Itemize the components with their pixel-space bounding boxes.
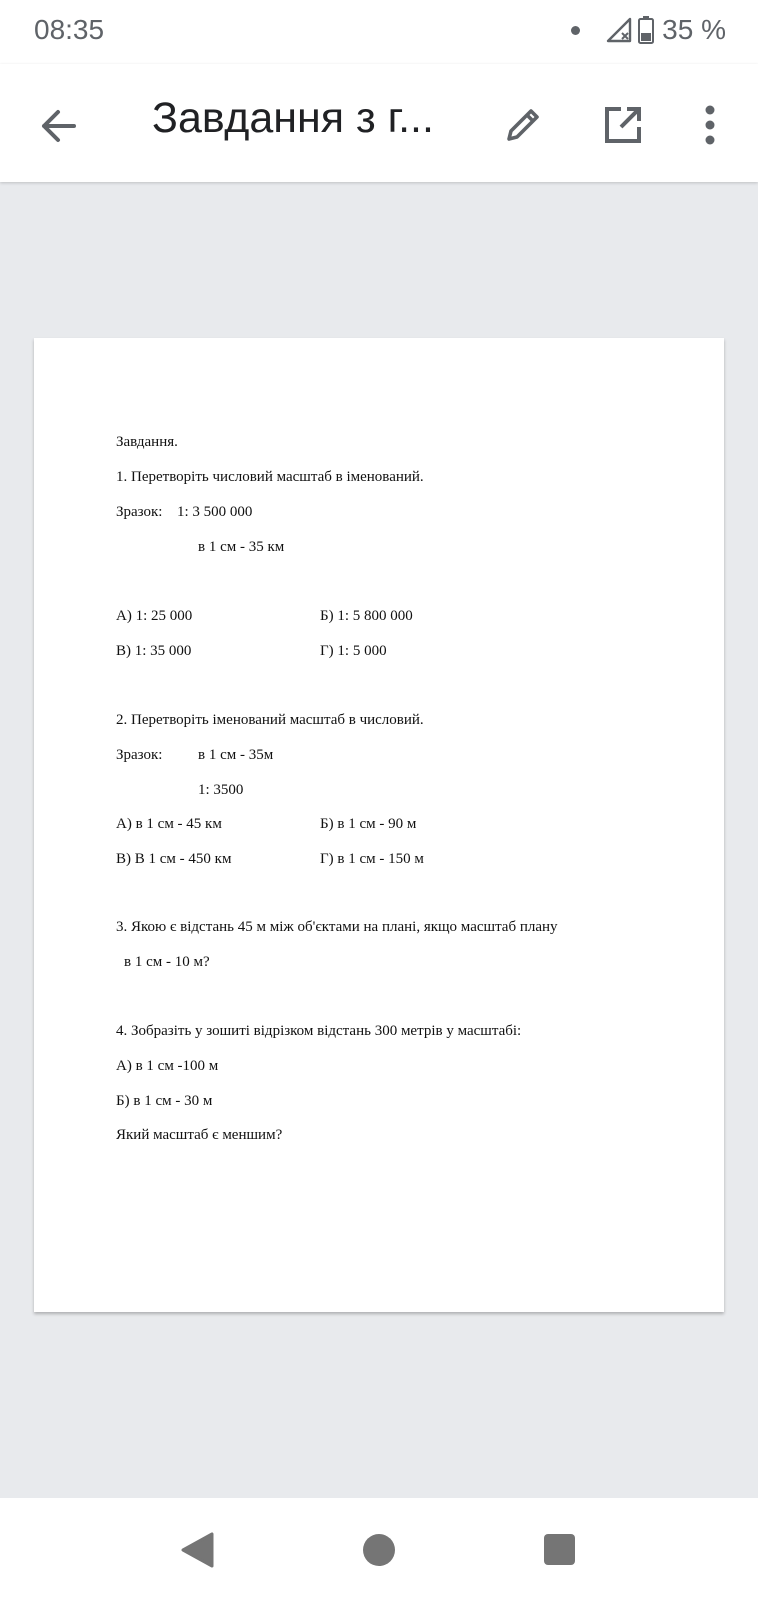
task2-sample-answer: 1: 3500 <box>198 782 244 798</box>
edit-pencil-icon <box>503 105 543 145</box>
task2-option-c: В) В 1 см - 450 км <box>116 851 232 867</box>
no-signal-icon <box>606 17 634 43</box>
battery-icon <box>638 16 654 44</box>
more-vert-icon <box>704 105 716 145</box>
task1-sample-label: Зразок: <box>116 504 163 520</box>
task1-option-d: Г) 1: 5 000 <box>320 643 387 659</box>
navigation-bar <box>0 1498 758 1600</box>
status-time: 08:35 <box>34 14 105 45</box>
app-bar <box>0 64 758 182</box>
task4-question: Який масштаб є меншим? <box>116 1127 283 1143</box>
task2-option-a: А) в 1 см - 45 км <box>116 816 222 832</box>
back-arrow-icon <box>38 108 78 144</box>
task2-title: 2. Перетворіть іменований масштаб в числовий. <box>116 712 424 728</box>
doc-heading: Завдання. <box>116 434 178 450</box>
task2-option-d: Г) в 1 см - 150 м <box>320 851 424 867</box>
task4-title: 4. Зобразіть у зошиті відрізком відстань 300 метрів у масштабі: <box>116 1023 522 1039</box>
open-in-new-button[interactable] <box>598 100 648 150</box>
task2-sample-label: Зразок: <box>116 747 163 763</box>
task3-line2: в 1 см - 10 м? <box>124 954 210 970</box>
nav-back-icon[interactable] <box>180 1532 214 1568</box>
task2-option-b: Б) в 1 см - 90 м <box>320 816 417 832</box>
task1-title: 1. Перетворіть числовий масштаб в іменований. <box>116 469 424 485</box>
task1-sample-scale: 1: 3 500 000 <box>177 504 253 520</box>
notification-dot-icon <box>571 26 580 35</box>
document-page[interactable] <box>34 338 724 1312</box>
task1-option-b: Б) 1: 5 800 000 <box>320 608 413 624</box>
back-button[interactable] <box>32 100 84 152</box>
task1-option-a: А) 1: 25 000 <box>116 608 193 624</box>
nav-recents-icon[interactable] <box>544 1534 575 1565</box>
task3-line1: 3. Якою є відстань 45 м між об'єктами на плані, якщо масштаб плану <box>116 919 558 935</box>
task1-option-c: В) 1: 35 000 <box>116 643 192 659</box>
battery-percent: 35 % <box>662 14 726 45</box>
document-title: Завдання з г... <box>152 94 434 142</box>
status-bar <box>0 0 758 64</box>
task2-sample-scale: в 1 см - 35м <box>198 747 274 763</box>
task1-sample-answer: в 1 см - 35 км <box>198 539 285 555</box>
edit-button[interactable] <box>498 100 548 150</box>
open-in-new-icon <box>603 105 643 145</box>
nav-home-icon[interactable] <box>363 1534 395 1566</box>
status-icons <box>571 14 726 46</box>
more-options-button[interactable] <box>690 100 730 150</box>
task4-option-b: Б) в 1 см - 30 м <box>116 1093 213 1109</box>
task4-option-a: А) в 1 см -100 м <box>116 1058 219 1074</box>
